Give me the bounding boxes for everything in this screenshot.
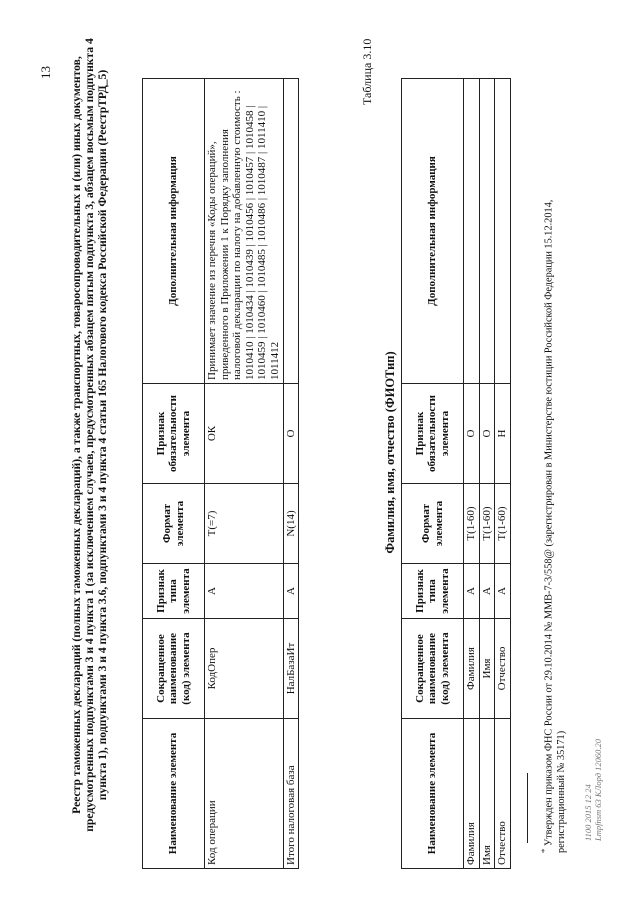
cell-type: А bbox=[205, 564, 284, 619]
register-title: Реестр таможенных деклараций (полных таможенных деклараций), а также транспортных, товаросопроводительных и (или) иных документов, предусмотренных подпунктами 3 и 4 пункта 1 (за исключением случаев, предусмотренных абзацем пятым подпункта 3, абзацем восьмым подпункта 4 пункта 1), подпунктами 3 и 4 пункта 3.6, подпунктами 3 и 4 пункта 4 статьи 165 Налогового кодекса Российской Федерации (РеестрТРД_5) bbox=[70, 38, 109, 832]
footnote bbox=[538, 133, 568, 853]
cell-name: Имя bbox=[479, 719, 495, 869]
stamp-line: Lmpfnsm 63 КЛорд 12060.20 bbox=[593, 738, 603, 841]
cell-info bbox=[283, 79, 299, 384]
print-stamp bbox=[583, 739, 603, 841]
cell-info bbox=[464, 79, 480, 384]
cell-required: ОК bbox=[205, 384, 284, 484]
register-row bbox=[283, 79, 299, 869]
cell-code: Имя bbox=[479, 619, 495, 719]
register-row bbox=[205, 79, 284, 869]
register-header-row bbox=[143, 79, 205, 869]
cell-required: О bbox=[479, 384, 495, 484]
table-label: Таблица 3.10 bbox=[360, 38, 374, 105]
cell-format: N(14) bbox=[283, 484, 299, 564]
header-required: Признак обязательности элемента bbox=[143, 384, 205, 484]
cell-format: T(1-60) bbox=[495, 484, 511, 564]
page-number: 13 bbox=[38, 66, 53, 79]
fio-header-row bbox=[402, 79, 464, 869]
cell-format: T(=7) bbox=[205, 484, 284, 564]
cell-required: Н bbox=[495, 384, 511, 484]
cell-code: Фамилия bbox=[464, 619, 480, 719]
header-name: Наименование элемента bbox=[143, 719, 205, 869]
fio-row bbox=[464, 79, 480, 869]
cell-type: А bbox=[464, 564, 480, 619]
cell-required: О bbox=[283, 384, 299, 484]
cell-info bbox=[479, 79, 495, 384]
header-format: Формат элемента bbox=[143, 484, 205, 564]
fio-table bbox=[401, 78, 511, 869]
cell-type: А bbox=[495, 564, 511, 619]
cell-name: Фамилия bbox=[464, 719, 480, 869]
cell-code: НалБазаИт bbox=[283, 619, 299, 719]
header-code: Сокращенное наименование (код) элемента bbox=[143, 619, 205, 719]
register-table-body bbox=[205, 79, 299, 869]
header-format: Формат элемента bbox=[402, 484, 464, 564]
cell-type: А bbox=[283, 564, 299, 619]
cell-info: Принимает значение из перечня «Коды операций», приведенного в Приложении 1 к Порядку заполнения налоговой декларации по налогу на добавленную стоимость : 1010410 | 1010434 | 1010439 | 1010456 | 1010457 | 1010458 | 1010459 | 1010460 | 1010485 | 1010486 | 1010487 | 1011410 | 1011412 bbox=[205, 79, 284, 384]
fio-row bbox=[495, 79, 511, 869]
cell-type: А bbox=[479, 564, 495, 619]
fio-table-body bbox=[464, 79, 511, 869]
header-info: Дополнительная информация bbox=[143, 79, 205, 384]
cell-name: Отчество bbox=[495, 719, 511, 869]
cell-required: О bbox=[464, 384, 480, 484]
header-type: Признак типа элемента bbox=[143, 564, 205, 619]
fio-title: Фамилия, имя, отчество (ФИОТип) bbox=[383, 351, 397, 554]
register-table bbox=[142, 78, 299, 869]
stamp-line: 1100 2015 12 24 bbox=[583, 784, 593, 841]
footnote-rule bbox=[527, 773, 528, 843]
cell-code: КодОпер bbox=[205, 619, 284, 719]
footnote-mark: * bbox=[539, 848, 549, 853]
header-info: Дополнительная информация bbox=[402, 79, 464, 384]
header-name: Наименование элемента bbox=[402, 719, 464, 869]
header-required: Признак обязательности элемента bbox=[402, 384, 464, 484]
header-code: Сокращенное наименование (код) элемента bbox=[402, 619, 464, 719]
cell-code: Отчество bbox=[495, 619, 511, 719]
cell-format: T(1-60) bbox=[479, 484, 495, 564]
cell-name: Итого налоговая база bbox=[283, 719, 299, 869]
cell-info bbox=[495, 79, 511, 384]
cell-format: T(1-60) bbox=[464, 484, 480, 564]
header-type: Признак типа элемента bbox=[402, 564, 464, 619]
footnote-text: Утвержден приказом ФНС России от 29.10.2014 № ММВ-7-3/558@ (зарегистрирован в Министерстве юстиции Российской Федерации 15.12.2014, регистрационный № 35171) bbox=[543, 199, 568, 853]
cell-name: Код операции bbox=[205, 719, 284, 869]
fio-row bbox=[479, 79, 495, 869]
